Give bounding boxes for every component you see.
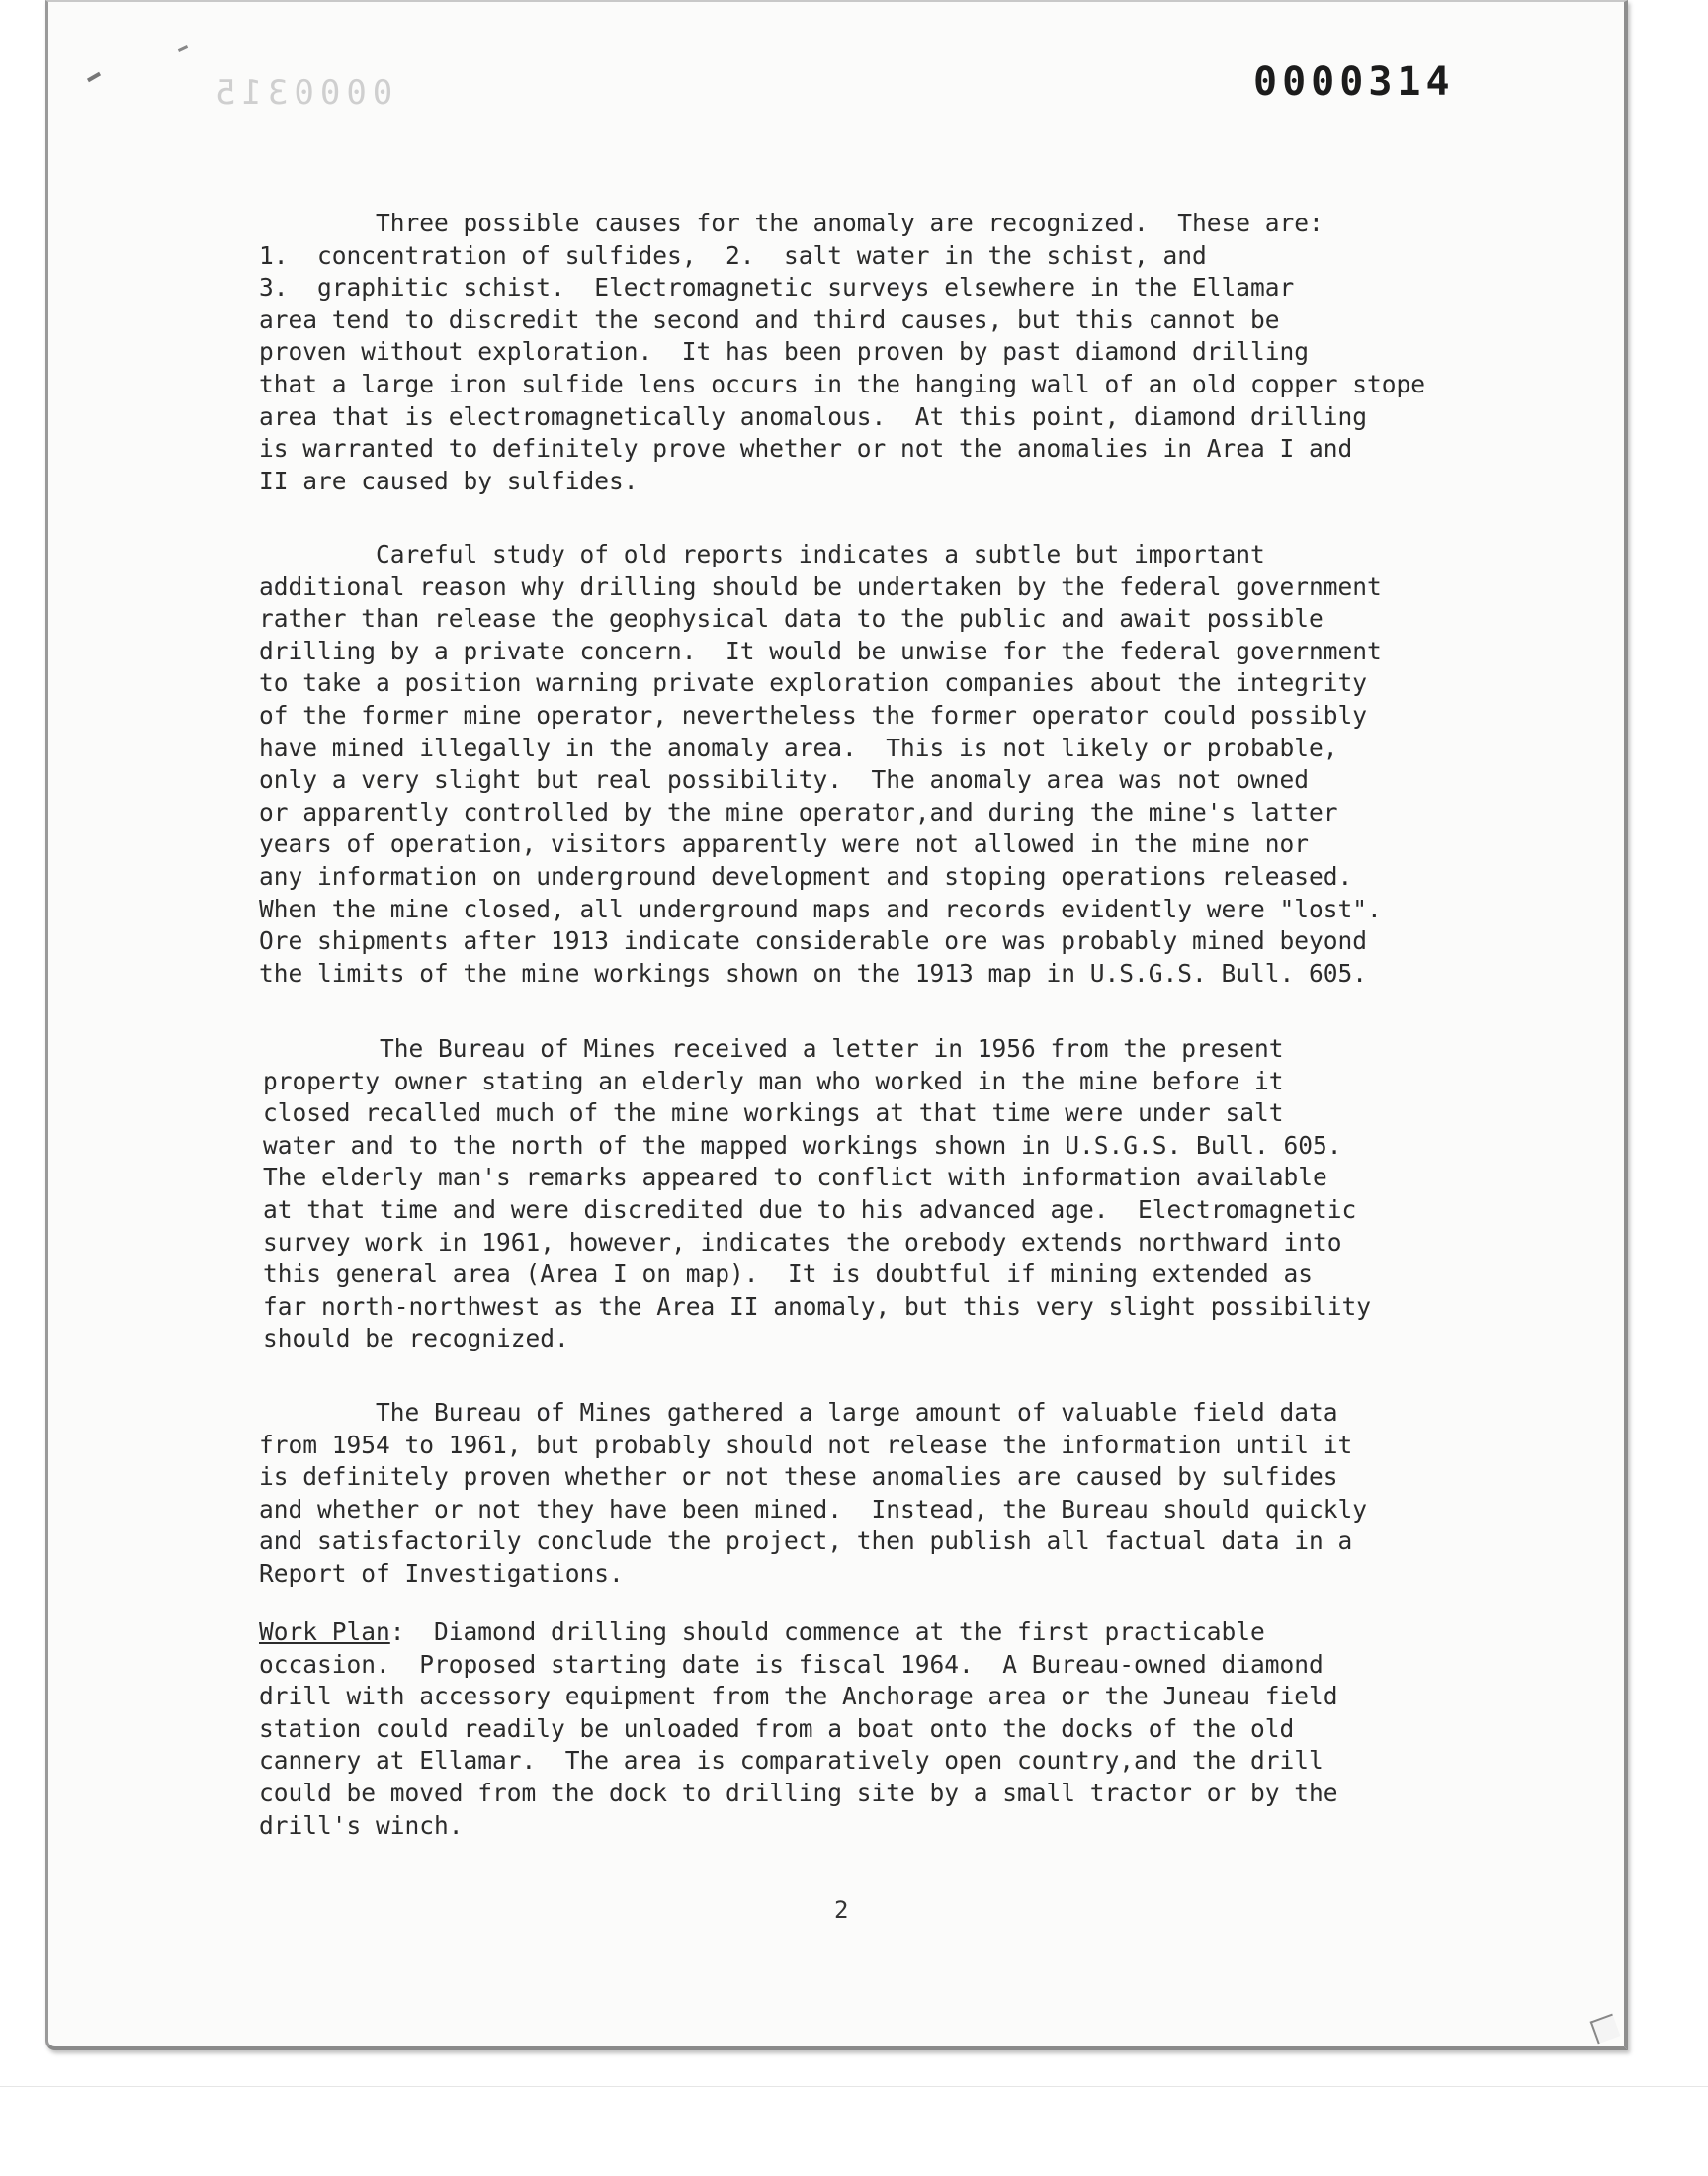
paragraph-old-reports: Careful study of old reports indicates a subtle but important additional reason why drilling should be undertaken by the federal government rather than release the geophysical data to the public and await possible drilling by a private concern. It would be unwise for the federal government to take a position warning private exploration companies about the integrity of the former mine operator, nevertheless the former operator could possibly have mined illegally in the anomaly area. This is not likely or probable, only a very slight but real possibility. The anomaly area was not owned or apparently controlled by the mine operator,and during the mine's latter years of operation, visitors apparently were not allowed in the mine nor any information on underground development and stoping operations released. When the mine closed, all underground maps and records evidently were "lost". Ore shipments after 1913 indicate considerable ore was probably mined beyond the limits of the mine workings shown on the 1913 map in U.S.G.S. Bull. 605. — [259, 540, 1382, 988]
work-plan-heading: Work Plan — [259, 1617, 390, 1646]
paragraph-bureau-letter: The Bureau of Mines received a letter in 1956 from the present property owner stating an elderly man who worked in the mine before it closed recalled much of the mine workings at that time were under salt water and to the north of the mapped workings shown in U.S.G.S. Bull. 605. The elderly man's remarks appeared to conflict with information available at that time and were discredited due to his advanced age. Electromagnetic survey work in 1961, however, indicates the orebody extends northward into this general area (Area I on map). It is doubtful if mining extended as far north-northwest as the Area II anomaly, but this very slight possibility should be recognized. — [263, 1034, 1372, 1353]
paragraph-anomaly-causes: Three possible causes for the anomaly are recognized. These are: 1. concentration of sulfides, 2. salt water in the schist, and 3. graphitic schist. Electromagnetic surveys elsewhere in the Ellamar area tend to discredit the second and third causes, but this cannot be proven without exploration. It has been proven by past diamond drilling that a large iron sulfide lens occurs in the hanging wall of an old copper stope area that is electromagnetically anomalous. At this point, diamond drilling is warranted to definitely prove whether or not the anomalies in Area I and II are caused by sulfides. — [259, 209, 1426, 495]
page-number: 2 — [834, 1896, 849, 1924]
scan-bottom-margin — [0, 2086, 1708, 2176]
paragraph-work-plan — [259, 1616, 1603, 1842]
paragraph-field-data: The Bureau of Mines gathered a large amount of valuable field data from 1954 to 1961, but probably should not release the information until it is definitely proven whether or not these anomalies are caused by sulfides and whether or not they have been mined. Instead, the Bureau should quickly and satisfactorily conclude the project, then publish all factual data in a Report of Investigations. — [259, 1398, 1368, 1588]
bleed-through-stamp: 0000315 — [210, 73, 393, 113]
document-control-number: 0000314 — [1253, 59, 1455, 105]
work-plan-text: : Diamond drilling should commence at the first practicable occasion. Proposed starting date is fiscal 1964. A Bureau-owned diamond drill with accessory equipment from the Anchorage area or the Juneau field station could readily be unloaded from a boat onto the docks of the old cannery at Ellamar. The area is comparatively open country,and the drill could be moved from the dock to drilling site by a small tractor or by the drill's winch. — [259, 1617, 1338, 1840]
